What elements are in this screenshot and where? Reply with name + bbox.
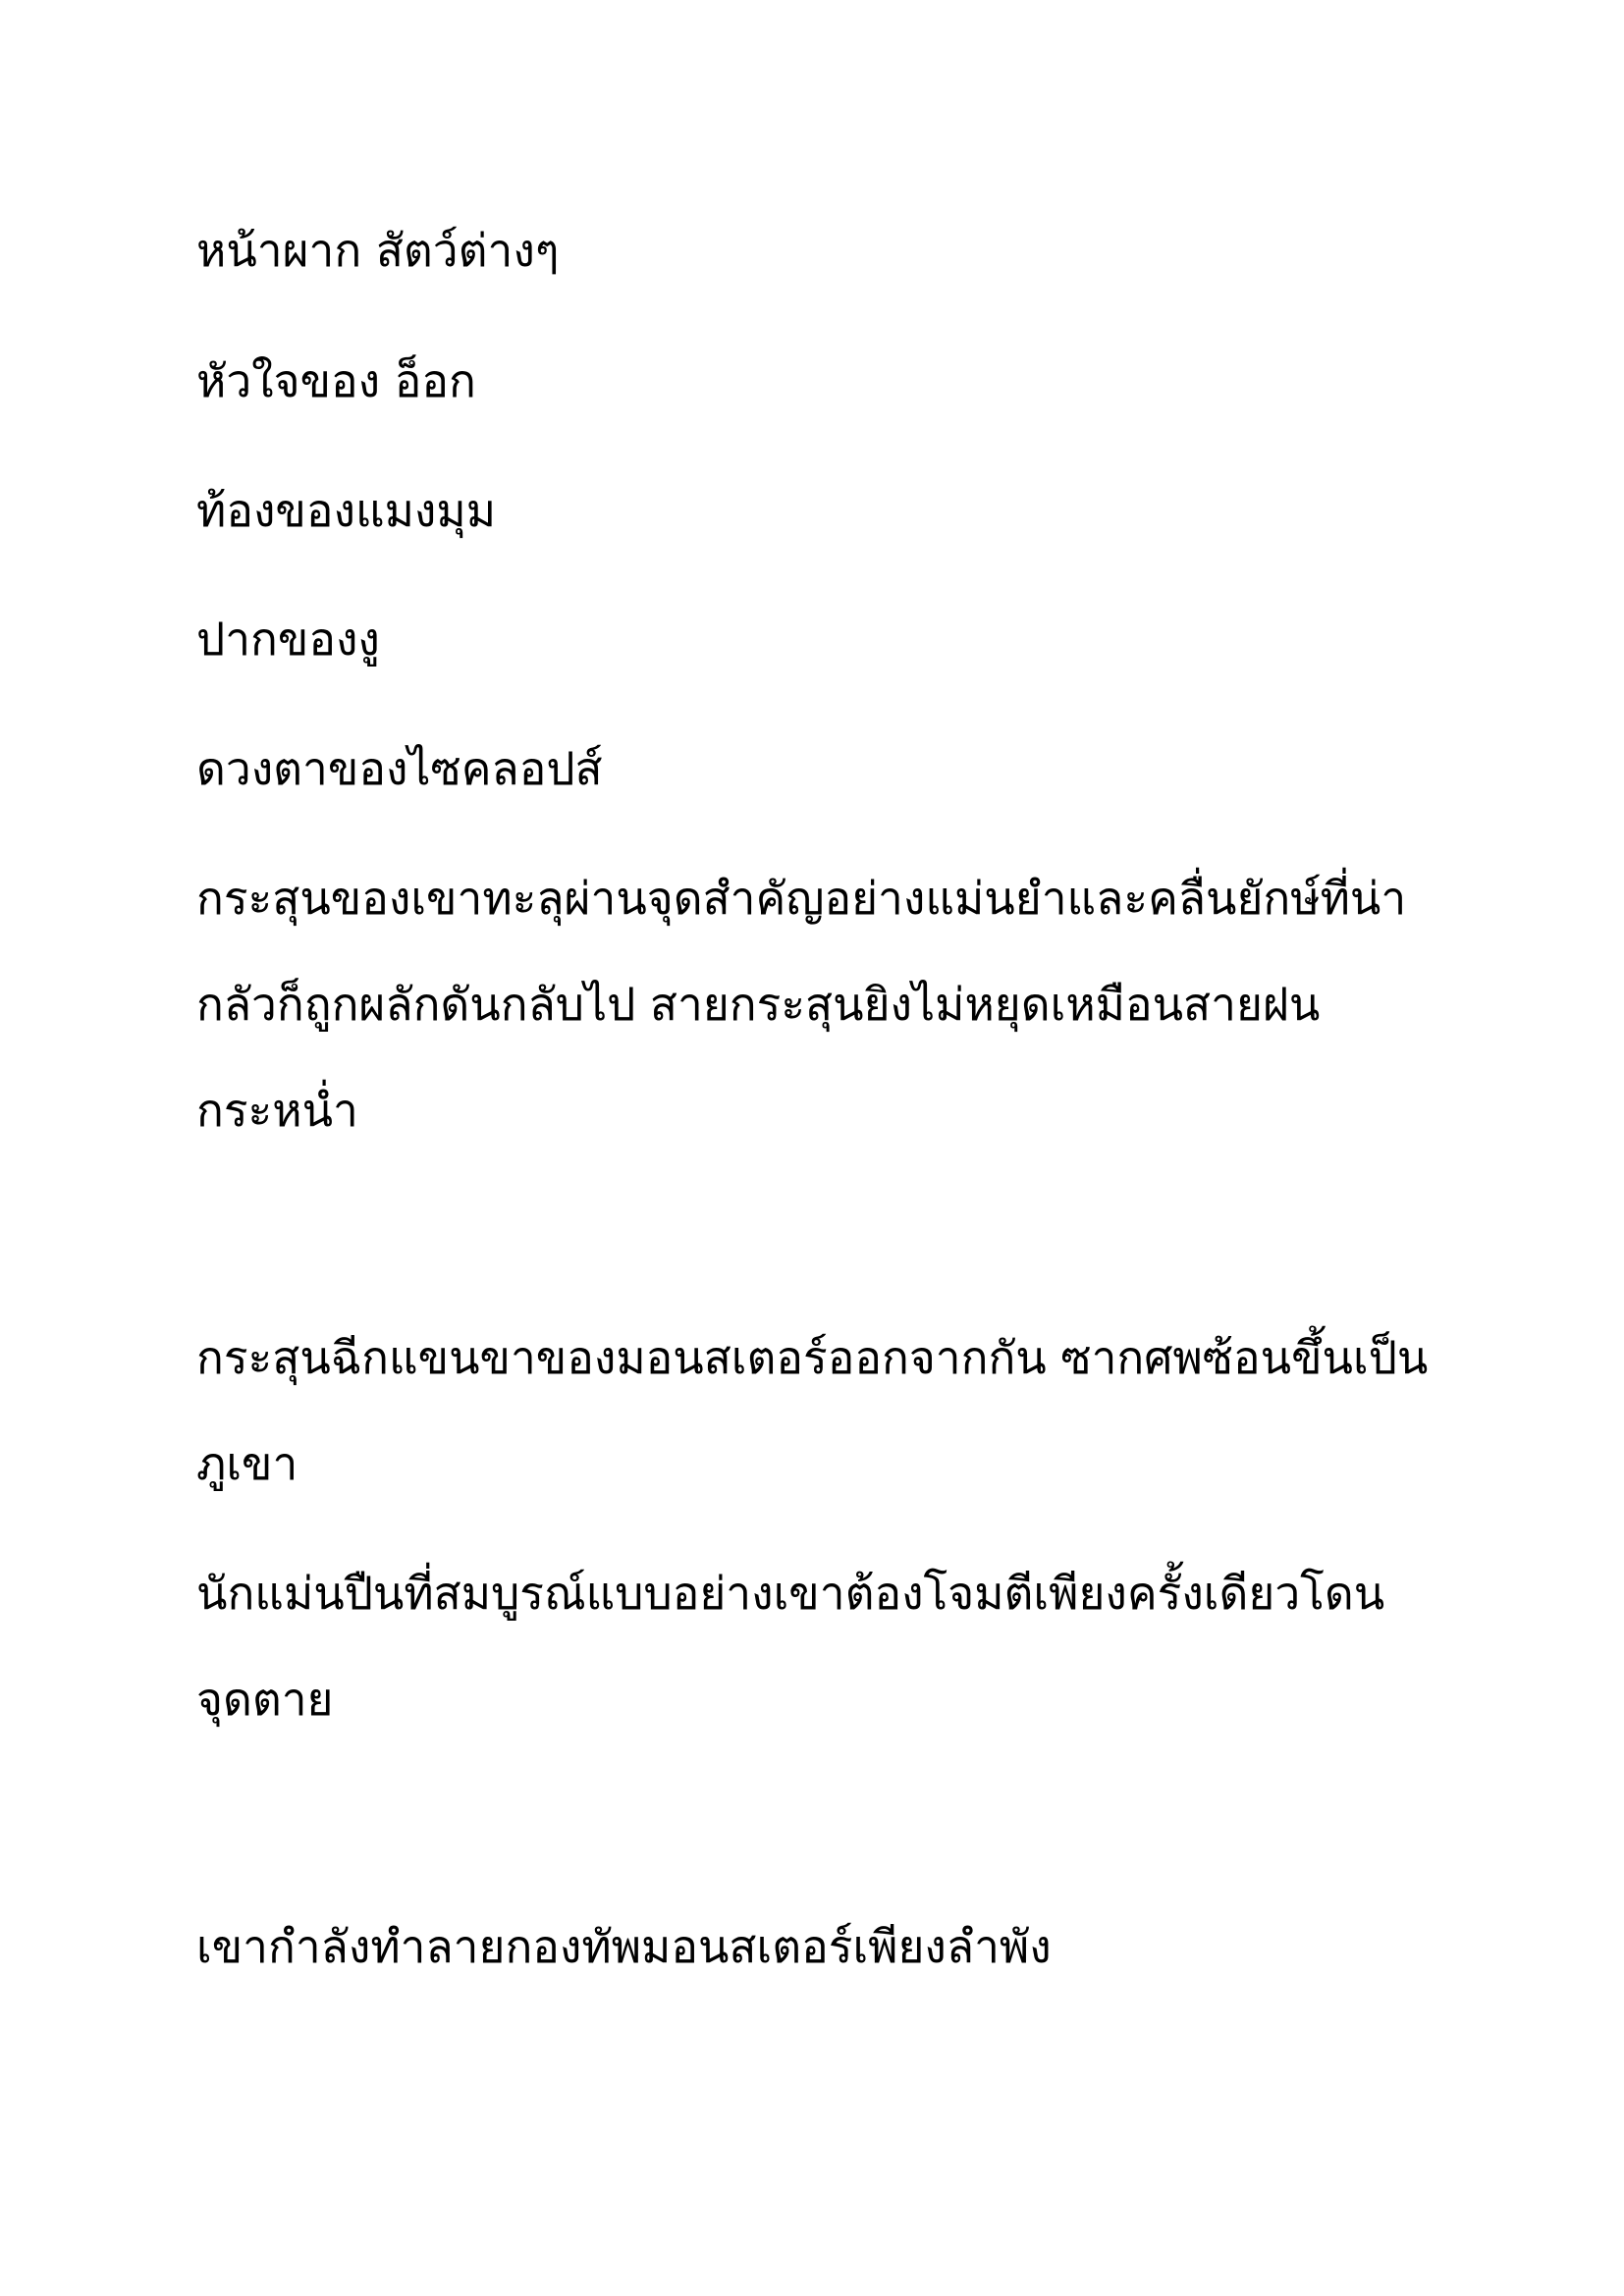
text-line-1: หน้าผาก สัตว์ต่างๆ — [196, 224, 560, 277]
paragraph-4-line-1: เขากำลังทำลายกองทัพมอนสเตอร์เพียงลำพัง — [196, 1920, 1052, 1973]
text-line-2: หัวใจของ อ็อก — [196, 354, 476, 407]
text-line-3: ท้องของแมงมุม — [196, 484, 497, 537]
paragraph-1-line-2: กลัวก็ถูกผลักดันกลับไป สายกระสุนยิงไม่หยุดเหมือนสายฝน — [196, 978, 1321, 1031]
text-line-5: ดวงตาของไซคลอปส์ — [196, 742, 603, 795]
paragraph-1-line-1: กระสุนของเขาทะลุผ่านจุดสำคัญอย่างแม่นยำและคลื่นยักษ์ที่น่า — [196, 872, 1407, 925]
paragraph-1-line-3: กระหน่ำ — [196, 1084, 358, 1137]
text-line-4: ปากของงู — [196, 613, 380, 666]
paragraph-3-line-1: นักแม่นปืนที่สมบูรณ์แบบอย่างเขาต้องโจมตีเพียงครั้งเดียวโดน — [196, 1567, 1385, 1620]
paragraph-2-line-2: ภูเขา — [196, 1437, 298, 1490]
paragraph-2-line-1: กระสุนฉีกแขนขาของมอนสเตอร์ออกจากกัน ซากศพซ้อนขึ้นเป็น — [196, 1331, 1429, 1384]
paragraph-3-line-2: จุดตาย — [196, 1673, 334, 1726]
